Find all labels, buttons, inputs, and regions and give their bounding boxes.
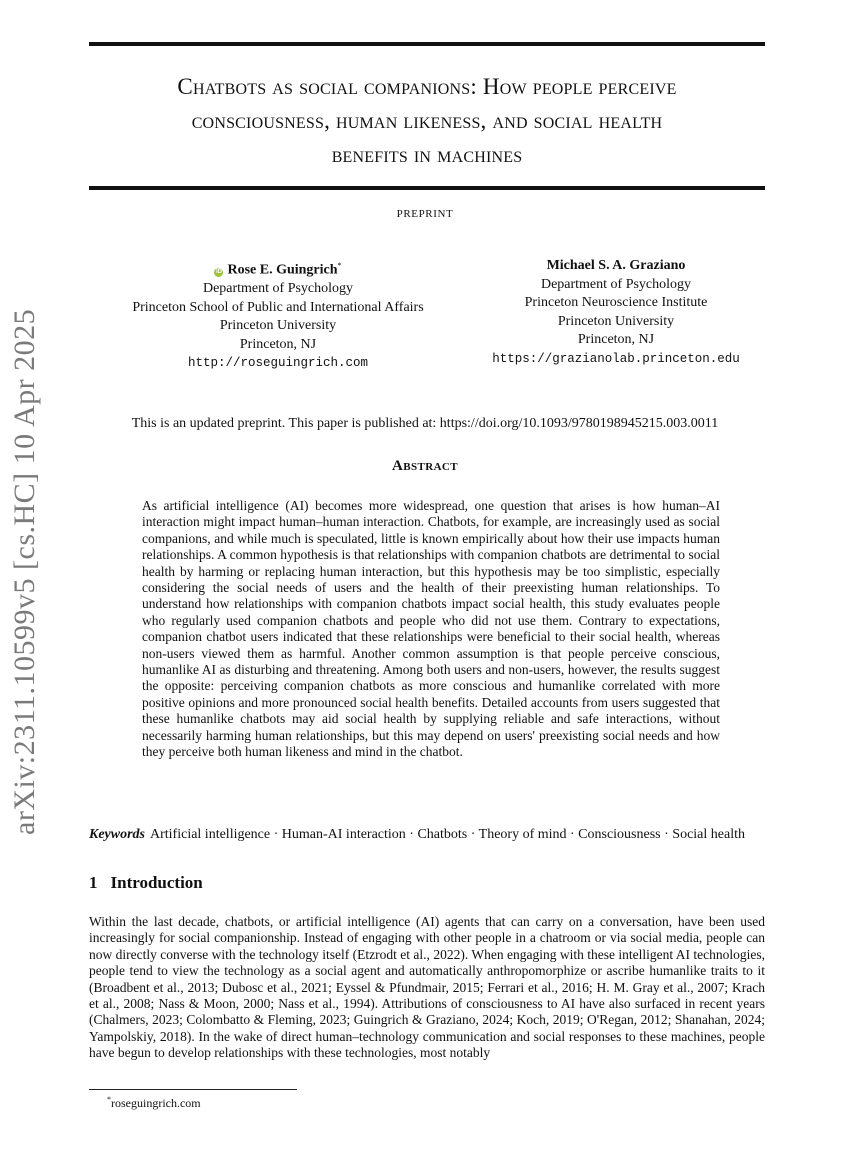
published-note: This is an updated preprint. This paper is published at: https://doi.org/10.1093/9780198945215.003.0011 (131, 416, 719, 431)
section-heading (89, 873, 203, 893)
author-1-department: Department of Psychology (202, 281, 354, 297)
author-2-university: Princeton University (557, 313, 675, 329)
section-number: 1 (89, 873, 98, 892)
footnote (107, 1095, 201, 1111)
author-1-name-line (108, 257, 448, 280)
author-2-name: Michael S. A. Graziano (546, 258, 686, 273)
section-title: Introduction (110, 873, 203, 892)
author-1-location: Princeton, NJ (239, 336, 317, 352)
preprint-label: PREPRINT (396, 208, 454, 220)
author-1-url[interactable]: http://roseguingrich.com (187, 356, 369, 371)
author-1-name: Rose E. Guingrich (227, 262, 338, 278)
arxiv-identifier: arXiv:2311.10599v5 [cs.HC] 10 Apr 2025 (8, 308, 41, 835)
author-2-location: Princeton, NJ (577, 332, 655, 347)
orcid-icon[interactable]: iD (215, 268, 222, 275)
author-1-footnote-mark: * (337, 261, 342, 270)
title-line-2: consciousness, human likeness, and social health (191, 108, 663, 133)
abstract-heading-text: Abstract (392, 458, 458, 474)
author-1-university: Princeton University (219, 318, 337, 334)
keywords-label: Keywords (89, 827, 145, 842)
title-top-rule (89, 42, 765, 46)
footnote-text: roseguingrich.com (111, 1096, 201, 1110)
author-2-url[interactable]: https://grazianolab.princeton.edu (492, 351, 740, 366)
title-bottom-rule (89, 186, 765, 190)
footnote-mark: * (107, 1095, 111, 1104)
author-1 (108, 257, 448, 373)
title-line-1: Chatbots as social companions: How people perceive (177, 74, 677, 99)
footnote-rule (89, 1089, 297, 1090)
paper-title (89, 70, 765, 172)
abstract-text: As artificial intelligence (AI) becomes more widespread, one question that arises is how human–AI interaction might impact human–human interaction. Chatbots, for example, are increasingly used as social companions, and while much is speculated, little is known empirically about how their use impacts human relationships. A common hypothesis is that relationships with companion chatbots are detrimental to social health by harming or replacing human interaction, but this hypothesis may be too simplistic, especially considering the social needs of users and the health of their preexisting human relationships. To understand how relationships with companion chatbots impact social health, this study evaluates people who regularly used companion chatbots and people who did not use them. Contrary to expectations, companion chatbot users indicated that these relationships were beneficial to their social health, whereas non-users viewed them as harmful. Another common assumption is that people perceive conscious, humanlike AI as disturbing and threatening. Among both users and non-users, however, the results suggest the opposite: perceiving companion chatbots as more conscious and humanlike correlated with more positive opinions and more pronounced social health benefits. Detailed accounts from users suggested that these humanlike chatbots may aid social health by supplying reliable and safe interactions, without necessarily harming human relationships, but this may depend on users' preexisting social needs and how they perceive both human likeness and mind in the chatbot. (142, 498, 720, 760)
author-1-affiliation: Princeton School of Public and International Affairs (132, 299, 424, 315)
abstract-heading (0, 458, 850, 475)
author-2 (466, 257, 766, 368)
keywords-list: Artificial intelligence · Human-AI interaction · Chatbots · Theory of mind · Consciousness · Social health (150, 827, 745, 842)
author-2-affiliation: Princeton Neuroscience Institute (524, 295, 708, 310)
introduction-text: Within the last decade, chatbots, or artificial intelligence (AI) agents that can carry on a conversation, have been used increasingly for social companionship. Instead of engaging with other people in a chatroom or via social media, people can now directly converse with the technology itself (Etzrodt et al., 2022). When engaging with these intelligent AI technologies, people tend to view the technology as a social agent and automatically anthropomorphize or ascribe humanlike traits to it (Broadbent et al., 2013; Dubosc et al., 2021; Eyssel & Pfundmair, 2015; Ferrari et al., 2016; H. M. Gray et al., 2007; Krach et al., 2008; Nass & Moon, 2000; Nass et al., 1994). Attributions of consciousness to AI have also surfaced in recent years (Chalmers, 2023; Colombatto & Fleming, 2023; Guingrich & Graziano, 2024; Koch, 2019; O'Regan, 2012; Shanahan, 2024; Yampolskiy, 2018). In the wake of direct human–technology communication and social responses to these machines, people have begun to develop relationships with these technologies, most notably (89, 914, 765, 1061)
keywords (89, 827, 769, 843)
author-2-department: Department of Psychology (540, 276, 692, 292)
title-line-3: benefits in machines (331, 142, 523, 167)
